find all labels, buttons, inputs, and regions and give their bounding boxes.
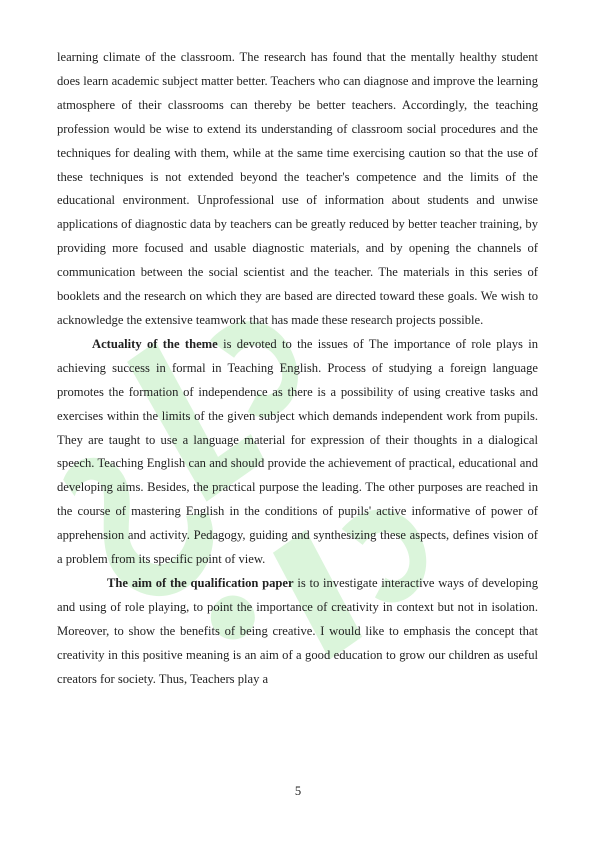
paragraph-learning-climate: learning climate of the classroom. The research has found that the mentally healthy student does learn academic subject matter better. Teachers who can diagnose and improve the learning atmosphere of their classrooms can thereby be better teachers. Accordingly, the teaching profession would be wise to extend its understanding of classroom social procedures and the techniques for dealing with them, while at the same time exercising caution so that the use of these techniques is not extended beyond the teacher's competence and the limits of the educational environment. Unprofessional use of information about students and unwise applications of diagnostic data by teachers can be greatly reduced by better teacher training, by providing more focused and usable diagnostic materials, and by opening the channels of communication between the social scientist and the teacher. The materials in this series of booklets and the research on which they are based are directed toward these goals. We wish to acknowledge the extensive teamwork that has made these research projects possible. bbox=[57, 50, 538, 327]
actuality-text: is devoted to the issues of The importance of role plays in achieving success in formal in Teaching English. Process of studying a foreign language promotes the formation of independence as there is a possibility of using creative tasks and exercises within the limits of the given subject which demands independent work from pupils. They are taught to use a language material for expression of their thoughts in a dialogical speech. Teaching English can and should provide the achievement of practical, educational and developing aims. Besides, the practical purpose the leading. The other purposes are reached in the course of mastering English in the conditions of pupils' active informative of power of apprehension and activity. Pedagogy, guiding and synthesizing these aspects, defines vision of a problem from its specific point of view. bbox=[57, 336, 538, 567]
paragraph-aim bbox=[57, 572, 538, 692]
aim-text: is to investigate interactive ways of developing and using of role playing, to point the importance of creativity in context but not in isolation. Moreover, to show the benefits of being creative. I would like to emphasis the concept that creativity in this positive meaning is an aim of a good education to grow our children as useful creators for society. Thus, Teachers play a bbox=[57, 575, 538, 686]
actuality-heading: Actuality of the theme bbox=[92, 336, 218, 351]
document-body bbox=[57, 46, 538, 691]
aim-heading: The aim of the qualification paper bbox=[107, 575, 294, 590]
page-number: 5 bbox=[294, 784, 302, 798]
paragraph-actuality bbox=[57, 333, 538, 572]
